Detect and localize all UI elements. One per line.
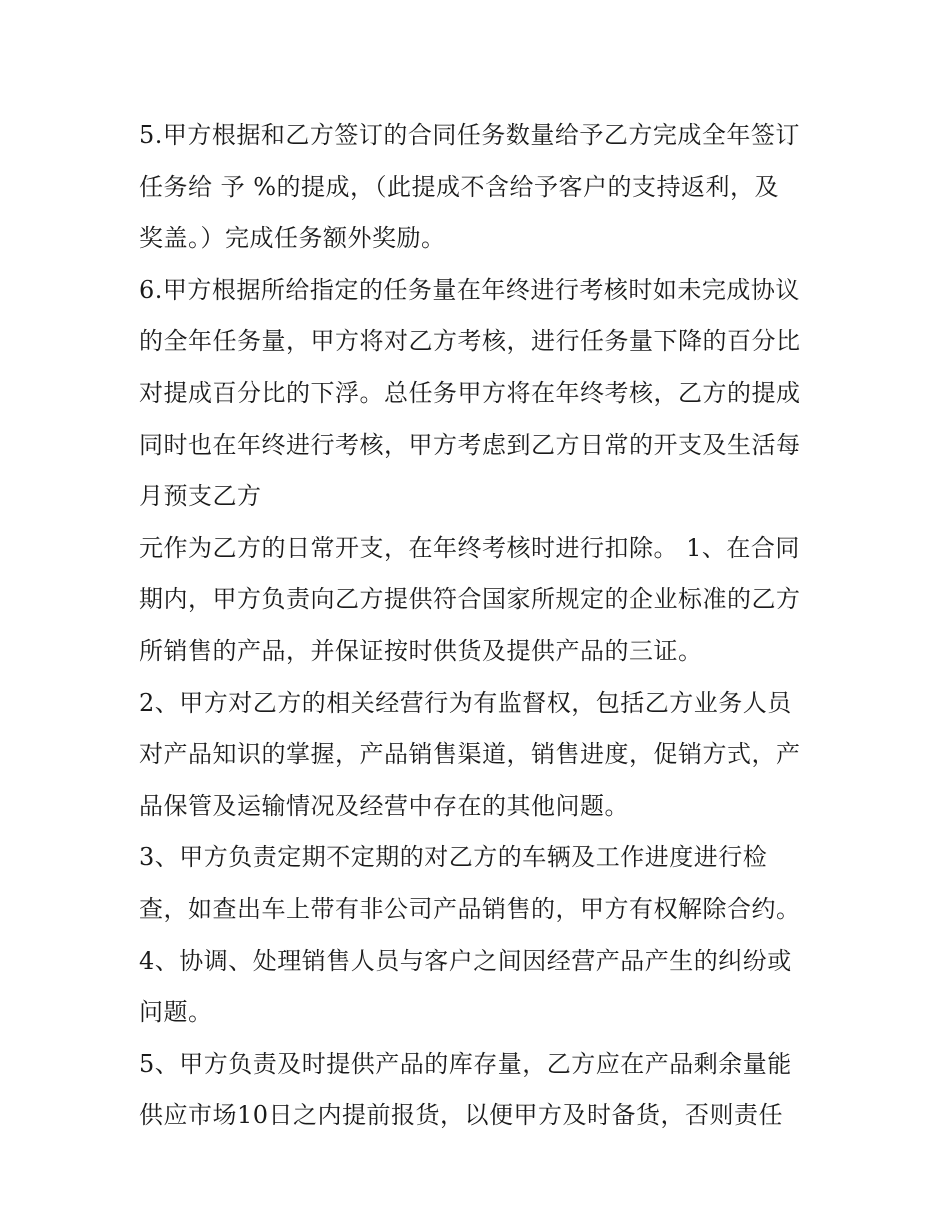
text-line: 所销售的产品，并保证按时供货及提供产品的三证。 xyxy=(139,636,703,665)
text-line: 任务给 予 %的提成，（此提成不含给予客户的支持返利，及 xyxy=(139,172,780,201)
text-line: 查，如查出车上带有非公司产品销售的，甲方有权解除合约。 xyxy=(139,894,801,923)
text-line: 5.甲方根据和乙方签订的合同任务数量给予乙方完成全年签订 xyxy=(139,121,800,149)
text-line: 4、协调、处理销售人员与客户之间因经营产品产生的纠纷或 xyxy=(139,946,792,975)
text-line: 对提成百分比的下浮。总任务甲方将在年终考核，乙方的提成 xyxy=(139,378,801,407)
text-line: 6.甲方根据所给指定的任务量在年终进行考核时如未完成协议 xyxy=(139,275,800,304)
text-line: 的全年任务量，甲方将对乙方考核，进行任务量下降的百分比 xyxy=(139,327,801,356)
text-line: 月预支乙方 xyxy=(139,482,262,511)
text-line: 元作为乙方的日常开支，在年终考核时进行扣除。 1、在合同 xyxy=(139,533,800,562)
text-line: 对产品知识的掌握，产品销售渠道，销售进度，促销方式，产 xyxy=(139,740,801,769)
text-line: 问题。 xyxy=(139,998,213,1027)
contract-text-block xyxy=(139,110,819,1142)
text-line: 品保管及运输情况及经营中存在的其他问题。 xyxy=(139,791,629,820)
text-line: 供应市场10日之内提前报货，以便甲方及时备货，否则责任 xyxy=(139,1101,784,1130)
text-line: 5、甲方负责及时提供产品的库存量，乙方应在产品剩余量能 xyxy=(139,1049,792,1078)
text-line: 3、甲方负责定期不定期的对乙方的车辆及工作进度进行检 xyxy=(139,843,768,872)
text-line: 期内，甲方负责向乙方提供符合国家所规定的企业标准的乙方 xyxy=(139,585,801,614)
text-line: 同时也在年终进行考核，甲方考虑到乙方日常的开支及生活每 xyxy=(139,430,801,459)
text-line: 奖盖。）完成任务额外奖励。 xyxy=(139,224,446,253)
text-line: 2、甲方对乙方的相关经营行为有监督权，包括乙方业务人员 xyxy=(139,688,792,717)
